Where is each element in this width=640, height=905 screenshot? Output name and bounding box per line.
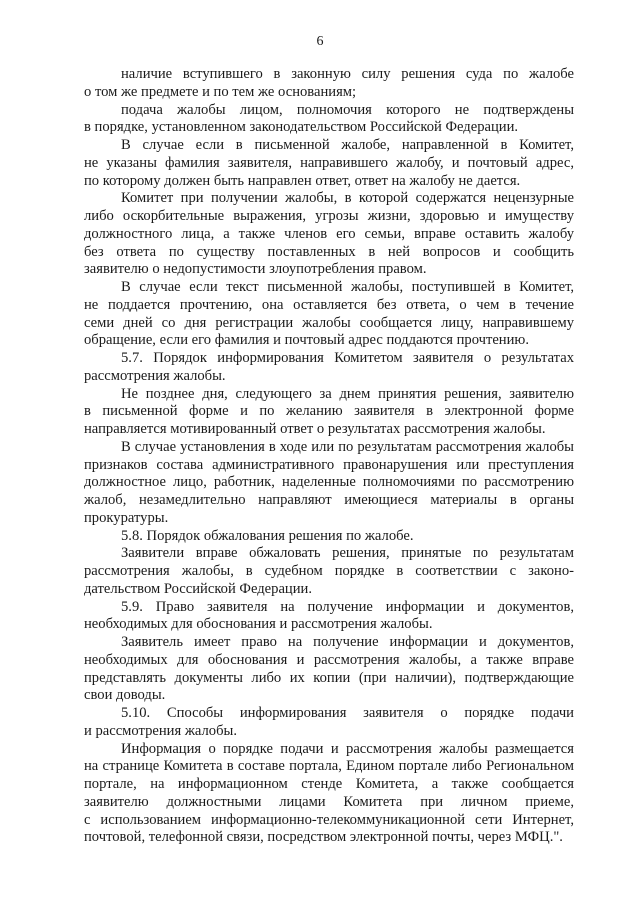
text-line: Заявители вправе обжаловать решения, принятые по результатам — [121, 545, 574, 562]
text-line: В случае если в письменной жалобе, направленной в Комитет, — [121, 137, 574, 153]
paragraph — [84, 599, 574, 635]
paragraph — [84, 350, 574, 386]
paragraph — [84, 634, 574, 705]
text-line: Не позднее дня, следующего за днем принятия решения, заявителю — [121, 385, 574, 402]
document-body — [84, 66, 574, 847]
text-line: на странице Комитета в составе портала, Едином портале либо Региональном — [84, 758, 574, 775]
text-line: признаков состава административного правонарушения или преступления — [84, 456, 574, 473]
text-line: дательством Российской Федерации. — [84, 580, 313, 597]
paragraph — [84, 741, 574, 848]
paragraph — [84, 279, 574, 350]
text-line: необходимых для обоснования и рассмотрения жалобы. — [84, 616, 433, 633]
text-line: не поддается прочтению, она оставляется без ответа, о чем в течение — [84, 296, 574, 313]
text-line: наличие вступившего в законную силу решения суда по жалобе — [121, 66, 574, 82]
text-line: необходимых для обоснования и рассмотрения жалобы, а также вправе — [84, 651, 574, 668]
text-line: почтовой, телефонной связи, посредством электронной почты, через МФЦ.". — [84, 829, 563, 846]
text-line: должностное лицо, работник, наделенные полномочиями по рассмотрению — [84, 474, 574, 491]
text-line: в письменной форме и по желанию заявителя в электронной форме — [84, 403, 574, 420]
text-line: рассмотрения жалобы, в судебном порядке в соответствии с законо- — [84, 563, 574, 579]
text-line: направляется мотивированный ответ о результатах рассмотрения жалобы. — [84, 421, 546, 437]
text-line: и рассмотрения жалобы. — [84, 722, 237, 739]
text-line: свои доводы. — [84, 687, 166, 704]
text-line: по которому должен быть направлен ответ, ответ на жалобу не дается. — [84, 172, 521, 189]
text-line: портале, на информационном стенде Комитета, а также сообщается — [84, 776, 574, 792]
text-line: семи дней со дня регистрации жалобы сообщается лицу, направившему — [84, 314, 574, 331]
text-line: Информация о порядке подачи и рассмотрения жалобы размещается — [121, 740, 574, 757]
text-line: Комитет при получении жалобы, в которой содержатся нецензурные — [121, 190, 574, 207]
text-line: 5.9. Право заявителя на получение информации и документов, — [121, 598, 574, 615]
text-line: 5.10. Способы информирования заявителя о порядке подачи — [121, 705, 574, 721]
text-line: либо оскорбительные выражения, угрозы жизни, здоровью и имуществу — [84, 208, 574, 224]
paragraph — [84, 528, 574, 546]
paragraph — [84, 545, 574, 598]
page-number: 6 — [316, 34, 324, 49]
text-line: прокуратуры. — [84, 509, 169, 526]
text-line: 5.8. Порядок обжалования решения по жалобе. — [121, 527, 414, 544]
text-line: без ответа по существу поставленных в ней вопросов и сообщить — [84, 243, 574, 260]
text-line: 5.7. Порядок информирования Комитетом заявителя о результатах — [121, 350, 574, 366]
text-line: о том же предмете и по тем же основаниям; — [84, 83, 357, 100]
text-line: жалоб, незамедлительно направляют имеющиеся материалы в органы — [84, 492, 574, 508]
text-line: В случае если текст письменной жалобы, поступившей в Комитет, — [121, 279, 574, 295]
text-line: в порядке, установленном законодательством Российской Федерации. — [84, 119, 519, 136]
text-line: В случае установления в ходе или по результатам рассмотрения жалобы — [121, 438, 574, 455]
text-line: не указаны фамилия заявителя, направившего жалобу, и почтовый адрес, — [84, 154, 574, 171]
paragraph — [84, 705, 574, 741]
text-line: подача жалобы лицом, полномочия которого не подтверждены — [121, 101, 574, 118]
paragraph — [84, 439, 574, 528]
paragraph — [84, 190, 574, 279]
text-line: должностного лица, а также членов его семьи, вправе оставить жалобу — [84, 225, 574, 242]
text-line: обращение, если его фамилия и почтовый адрес поддаются прочтению. — [84, 332, 529, 349]
paragraph — [84, 102, 574, 138]
text-line: с использованием информационно-телекоммуникационной сети Интернет, — [84, 811, 574, 828]
text-line: заявителю должностными лицами Комитета при личном приеме, — [84, 793, 574, 810]
text-line: Заявитель имеет право на получение информации и документов, — [121, 634, 574, 650]
paragraph — [84, 386, 574, 439]
paragraph — [84, 137, 574, 190]
text-line: представлять документы либо их копии (при наличии), подтверждающие — [84, 669, 574, 686]
paragraph — [84, 66, 574, 102]
text-line: рассмотрения жалобы. — [84, 367, 226, 384]
text-line: заявителю о недопустимости злоупотребления правом. — [84, 261, 427, 278]
